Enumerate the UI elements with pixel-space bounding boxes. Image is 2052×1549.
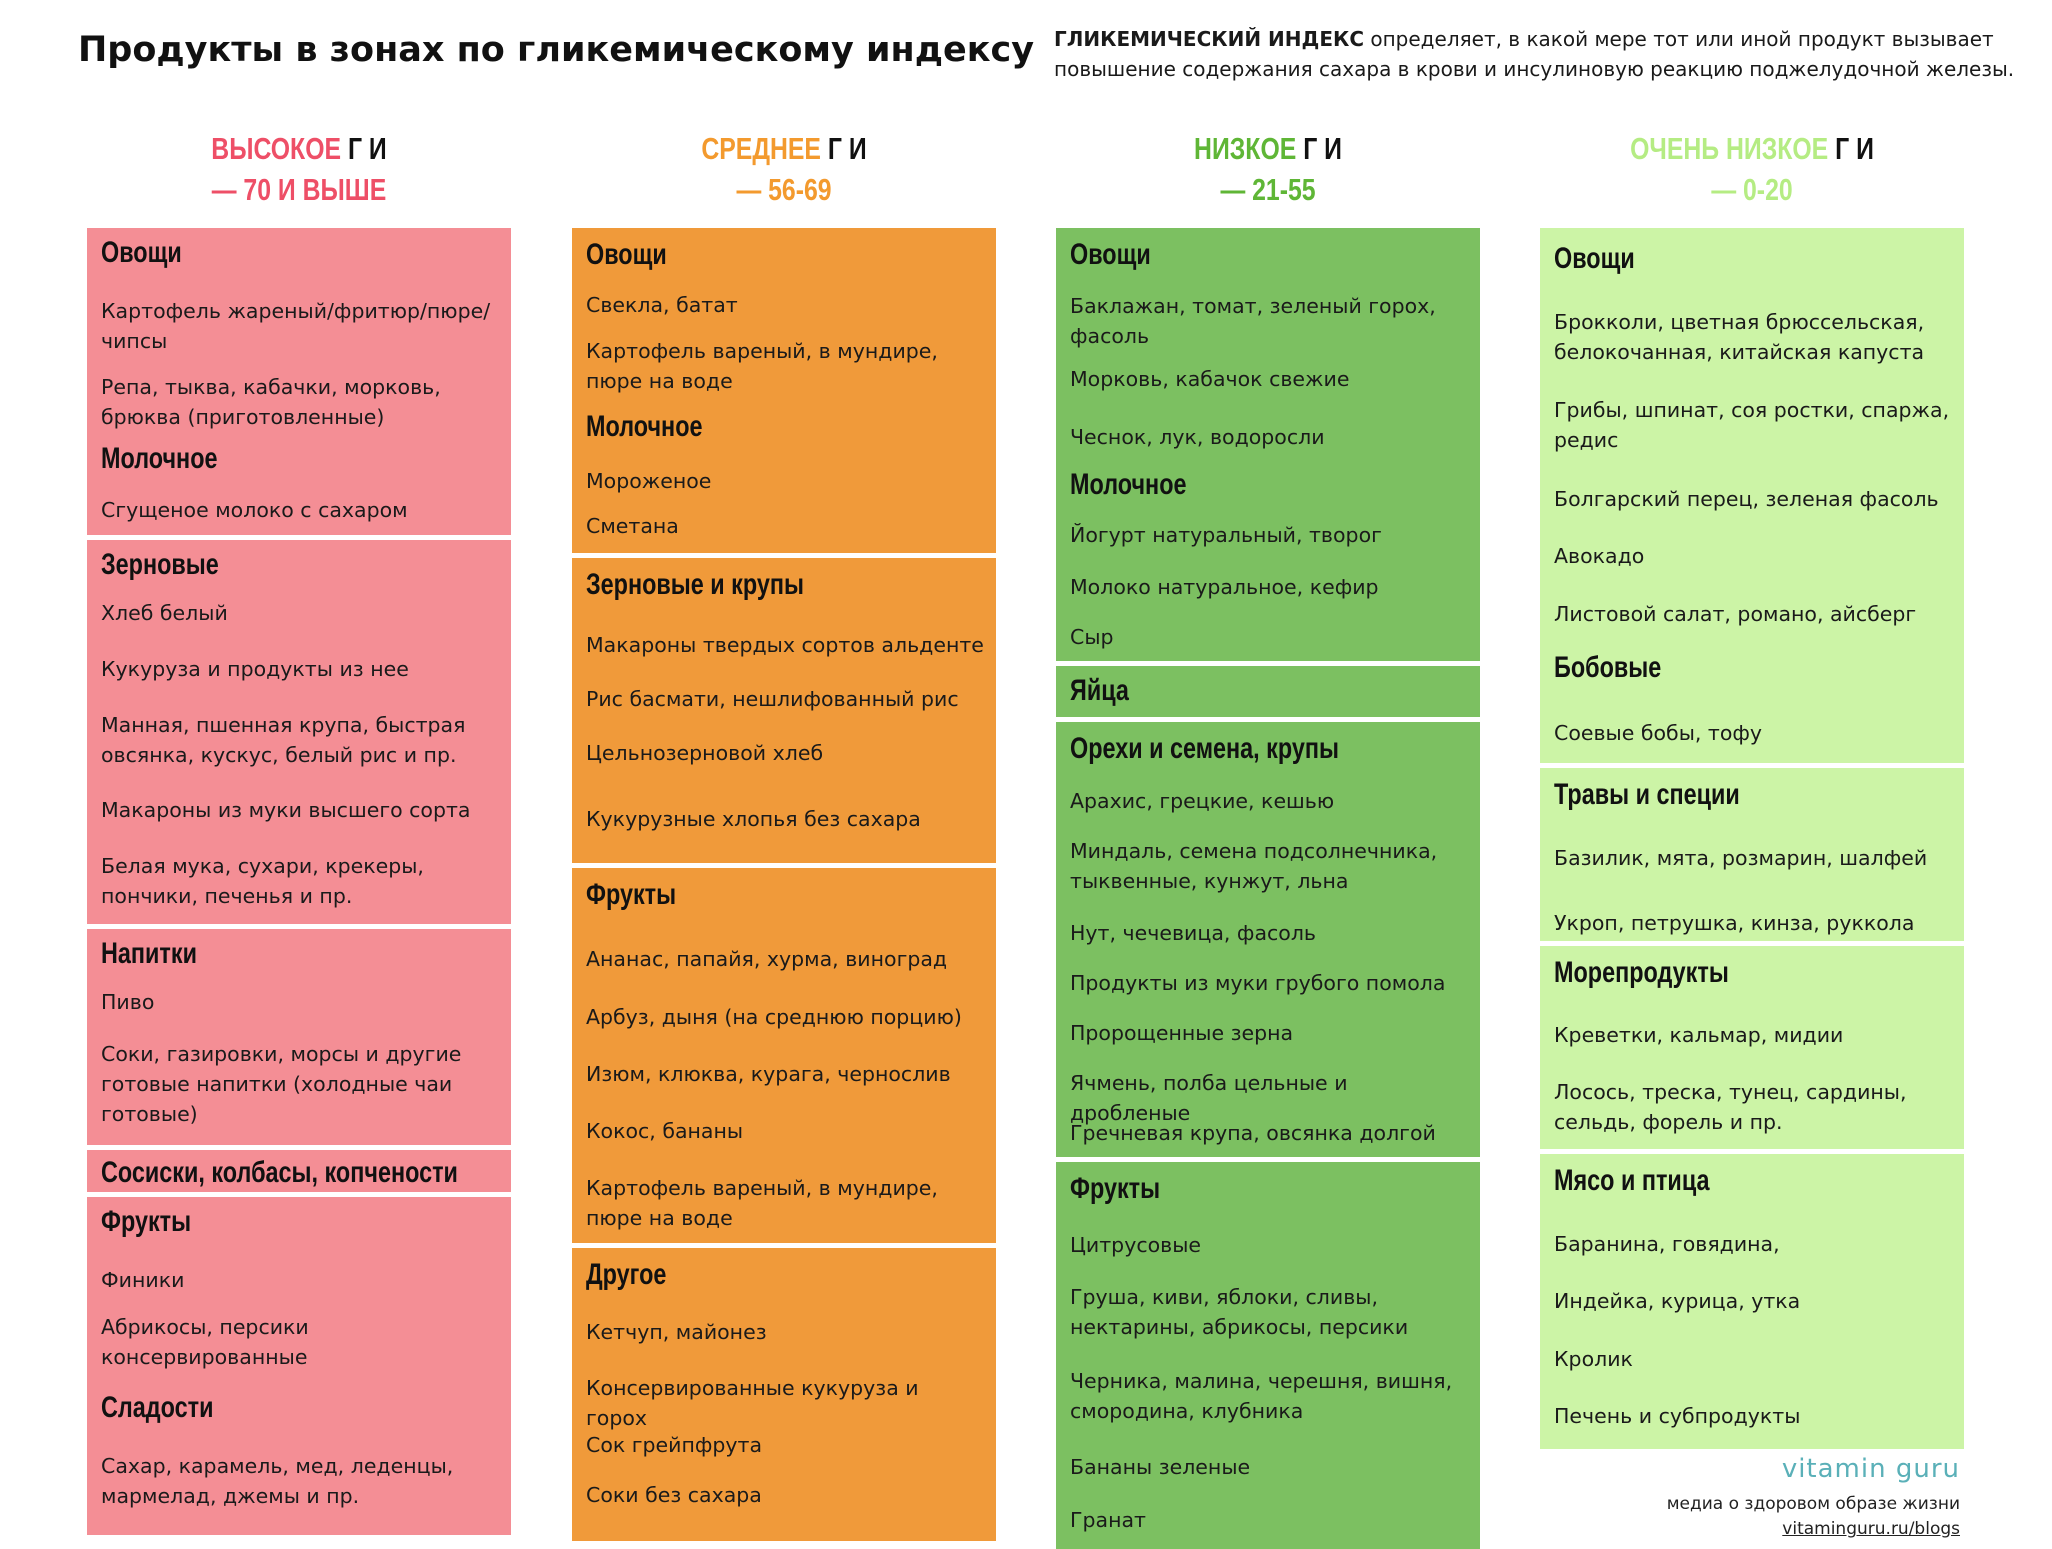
list-item: Абрикосы, персики <box>101 1315 309 1339</box>
list-item: Миндаль, семена подсолнечника, <box>1070 839 1438 863</box>
card-low-vegetables <box>1056 228 1480 661</box>
list-item: Сок грейпфрута <box>586 1433 763 1457</box>
category-title: Орехи и семена, крупы <box>1070 732 1340 765</box>
list-item: Баранина, говядина, <box>1554 1232 1780 1256</box>
card-low-nuts <box>1056 722 1480 1157</box>
list-item: Манная, пшенная крупа, быстрая <box>101 713 466 737</box>
list-item: Индейка, курица, утка <box>1554 1289 1801 1313</box>
card-mid-vegetables <box>572 228 996 553</box>
category-title: Молочное <box>101 442 218 475</box>
list-item: Лосось, треска, тунец, сардины, <box>1554 1080 1907 1104</box>
list-item: Креветки, кальмар, мидии <box>1554 1023 1844 1047</box>
category-title: Яйца <box>1070 674 1129 707</box>
list-item: Макароны из муки высшего сорта <box>101 798 471 822</box>
intro-text <box>1054 24 2024 84</box>
list-item: мармелад, джемы и пр. <box>101 1484 360 1508</box>
list-item: Бананы зеленые <box>1070 1455 1251 1479</box>
list-item: Груша, киви, яблоки, сливы, <box>1070 1285 1378 1309</box>
category-title: Молочное <box>586 410 703 443</box>
category-title: Травы и специи <box>1554 778 1740 811</box>
list-item: Кукурузные хлопья без сахара <box>586 807 921 831</box>
list-item: пюре на воде <box>586 1206 733 1230</box>
list-item: смородина, клубника <box>1070 1399 1304 1423</box>
list-item: Продукты из муки грубого помола <box>1070 971 1446 995</box>
list-item: Рис басмати, нешлифованный рис <box>586 687 959 711</box>
card-high-grains <box>87 540 511 924</box>
category-title: Овощи <box>1070 238 1151 271</box>
list-item: Йогурт натуральный, творог <box>1070 523 1382 547</box>
list-item: Сахар, карамель, мед, леденцы, <box>101 1454 454 1478</box>
list-item: Сметана <box>586 514 679 538</box>
heading-low-range: — 21-55 <box>1220 172 1316 207</box>
card-vlow-vegetables <box>1540 228 1964 763</box>
list-item: Ячмень, полба цельные и дробленые <box>1070 1071 1348 1125</box>
card-mid-grains <box>572 558 996 863</box>
category-title: Зерновые <box>101 548 219 581</box>
list-item: Кокос, бананы <box>586 1119 744 1143</box>
heading-vlow <box>1582 128 1921 210</box>
list-item: Хлеб белый <box>101 601 228 625</box>
list-item: фасоль <box>1070 324 1150 348</box>
list-item: Гречневая крупа, овсянка долгой <box>1070 1121 1436 1145</box>
card-vlow-seafood <box>1540 946 1964 1149</box>
list-item: Базилик, мята, розмарин, шалфей <box>1554 846 1928 870</box>
list-item: Соки без сахара <box>586 1483 762 1507</box>
list-item: Черника, малина, черешня, вишня, <box>1070 1369 1453 1393</box>
category-title: Фрукты <box>1070 1172 1161 1205</box>
list-item: Пиво <box>101 990 155 1014</box>
heading-high-range: — 70 И ВЫШЕ <box>211 172 387 207</box>
heading-low <box>1098 128 1437 210</box>
heading-vlow-label: ОЧЕНЬ НИЗКОЕ <box>1630 131 1829 166</box>
list-item: Арахис, грецкие, кешью <box>1070 789 1335 813</box>
list-item: готовые напитки (холодные чаи <box>101 1072 453 1096</box>
list-item: Печень и субпродукты <box>1554 1404 1801 1428</box>
list-item: Изюм, клюква, курага, чернослив <box>586 1062 951 1086</box>
list-item: редис <box>1554 428 1619 452</box>
heading-low-gi: Г И <box>1303 131 1342 166</box>
list-item: Белая мука, сухари, крекеры, <box>101 854 424 878</box>
list-item: Картофель вареный, в мундире, <box>586 339 938 363</box>
list-item: Картофель жареный/фритюр/пюре/ <box>101 299 491 323</box>
intro-line2: повышение содержания сахара в крови и инсулиновую реакцию поджелудочной железы. <box>1054 57 2015 81</box>
list-item: Макароны твердых сортов альденте <box>586 633 984 657</box>
heading-vlow-gi: Г И <box>1835 131 1874 166</box>
list-item: брюква (приготовленные) <box>101 405 385 429</box>
category-title: Бобовые <box>1554 651 1662 684</box>
card-low-fruits <box>1056 1162 1480 1549</box>
list-item: Мороженое <box>586 469 712 493</box>
list-item: Молоко натуральное, кефир <box>1070 575 1379 599</box>
list-item: Сыр <box>1070 625 1114 649</box>
list-item: Нут, чечевица, фасоль <box>1070 921 1317 945</box>
list-item: пюре на воде <box>586 369 733 393</box>
heading-mid-range: — 56-69 <box>736 172 832 207</box>
card-mid-fruits <box>572 868 996 1243</box>
page-title: Продукты в зонах по гликемическому индексу <box>78 30 1035 70</box>
list-item: Ананас, папайя, хурма, виноград <box>586 947 948 971</box>
list-item: Кукуруза и продукты из нее <box>101 657 409 681</box>
list-item: овсянка, кускус, белый рис и пр. <box>101 743 457 767</box>
category-title: Молочное <box>1070 468 1187 501</box>
list-item: сельдь, форель и пр. <box>1554 1110 1783 1134</box>
category-title: Мясо и птица <box>1554 1164 1710 1197</box>
list-item: тыквенные, кунжут, льна <box>1070 869 1349 893</box>
card-vlow-herbs <box>1540 768 1964 941</box>
list-item: Баклажан, томат, зеленый горох, <box>1070 294 1436 318</box>
intro-term: ГЛИКЕМИЧЕСКИЙ ИНДЕКС <box>1054 27 1365 51</box>
list-item: Укроп, петрушка, кинза, руккола <box>1554 911 1915 935</box>
list-item: Соевые бобы, тофу <box>1554 721 1763 745</box>
brand-tagline: медиа о здоровом образе жизни <box>1666 1494 1960 1514</box>
list-item: Гранат <box>1070 1508 1146 1532</box>
list-item: Консервированные кукуруза и горох <box>586 1376 919 1430</box>
category-title: Сладости <box>101 1391 214 1424</box>
list-item: Цитрусовые <box>1070 1233 1202 1257</box>
list-item: Пророщенные зерна <box>1070 1021 1294 1045</box>
brand-link[interactable]: vitaminguru.ru/blogs <box>1782 1519 1960 1539</box>
category-title: Овощи <box>586 238 667 271</box>
category-title: Зерновые и крупы <box>586 568 804 601</box>
list-item: Авокадо <box>1554 544 1645 568</box>
list-item: Соки, газировки, морсы и другие <box>101 1042 462 1066</box>
list-item: готовые) <box>101 1102 198 1126</box>
brand-logo: vitamin guru <box>1781 1454 1960 1484</box>
list-item: чипсы <box>101 329 168 353</box>
category-title: Овощи <box>1554 242 1635 275</box>
card-high-vegetables <box>87 228 511 535</box>
card-low-eggs <box>1056 666 1480 717</box>
heading-vlow-range: — 0-20 <box>1711 172 1793 207</box>
category-title: Другое <box>586 1258 667 1291</box>
list-item: Кетчуп, майонез <box>586 1320 767 1344</box>
card-vlow-meat <box>1540 1154 1964 1449</box>
list-item: Болгарский перец, зеленая фасоль <box>1554 487 1939 511</box>
category-title: Напитки <box>101 937 197 970</box>
heading-low-label: НИЗКОЕ <box>1194 131 1297 166</box>
card-high-drinks <box>87 929 511 1145</box>
category-title: Сосиски, колбасы, копчености <box>101 1156 458 1189</box>
list-item: Цельнозерновой хлеб <box>586 741 824 765</box>
category-title: Морепродукты <box>1554 956 1729 989</box>
list-item: Финики <box>101 1268 185 1292</box>
list-item: Кролик <box>1554 1347 1633 1371</box>
list-item: Брокколи, цветная брюссельская, <box>1554 310 1925 334</box>
card-high-sausages <box>87 1150 511 1192</box>
list-item: консервированные <box>101 1345 308 1369</box>
list-item: Листовой салат, романо, айсберг <box>1554 602 1917 626</box>
list-item: нектарины, абрикосы, персики <box>1070 1315 1409 1339</box>
list-item: Чеснок, лук, водоросли <box>1070 425 1325 449</box>
list-item: Грибы, шпинат, соя ростки, спаржа, <box>1554 398 1950 422</box>
list-item: Морковь, кабачок свежие <box>1070 367 1350 391</box>
heading-mid <box>614 128 953 210</box>
list-item: Арбуз, дыня (на среднюю порцию) <box>586 1005 962 1029</box>
heading-high <box>129 128 468 210</box>
card-high-fruits <box>87 1197 511 1535</box>
heading-high-label: ВЫСОКОЕ <box>211 131 342 166</box>
list-item: пончики, печенья и пр. <box>101 884 353 908</box>
list-item: Картофель вареный, в мундире, <box>586 1176 938 1200</box>
list-item: Репа, тыква, кабачки, морковь, <box>101 375 441 399</box>
intro-line1: определяет, в какой мере тот или иной продукт вызывает <box>1364 27 1994 51</box>
heading-high-gi: Г И <box>347 131 387 166</box>
category-title: Овощи <box>101 236 182 269</box>
heading-mid-label: СРЕДНЕЕ <box>701 131 821 166</box>
card-mid-other <box>572 1248 996 1541</box>
list-item: Сгущеное молоко с сахаром <box>101 498 408 522</box>
category-title: Фрукты <box>101 1205 192 1238</box>
heading-mid-gi: Г И <box>827 131 867 166</box>
category-title: Фрукты <box>586 878 677 911</box>
list-item: белокочанная, китайская капуста <box>1554 340 1925 364</box>
list-item: Свекла, батат <box>586 293 738 317</box>
